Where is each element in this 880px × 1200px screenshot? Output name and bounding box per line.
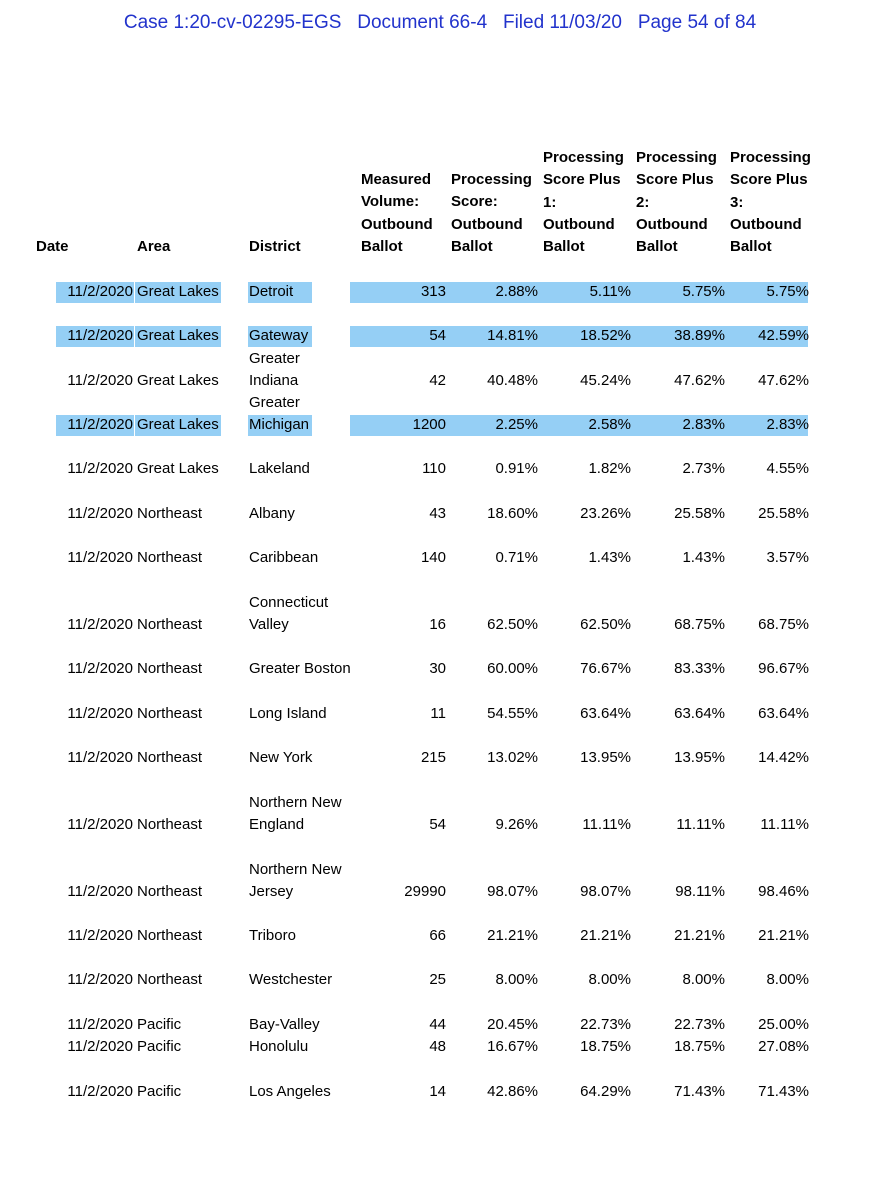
cell-processing-score-plus-1: 63.64% [580, 705, 631, 722]
cell-area: Northeast [137, 505, 203, 522]
cell-processing-score-plus-2: 18.75% [674, 1038, 725, 1055]
col-volume-line: Measured [361, 171, 432, 188]
cell-processing-score-plus-3: 4.55% [766, 460, 809, 477]
col-ps3-line: 3: [730, 193, 744, 211]
cell-processing-score-plus-1: 1.43% [588, 549, 631, 566]
cell-date: 11/2/2020 [67, 1083, 133, 1100]
cell-processing-score-plus-3: 71.43% [758, 1083, 809, 1100]
cell-date: 11/2/2020 [67, 1016, 133, 1033]
table-row [0, 325, 880, 347]
cell-date: 11/2/2020 [67, 927, 133, 944]
cell-processing-score-plus-1: 22.73% [580, 1016, 631, 1033]
cell-district-line: Jersey [249, 883, 294, 900]
cell-processing-score: 16.67% [487, 1038, 538, 1055]
col-ps2-line: Processing [636, 149, 717, 166]
cell-processing-score-plus-3: 21.21% [758, 927, 809, 944]
cell-processing-score: 13.02% [487, 749, 538, 766]
cell-area: Northeast [137, 549, 203, 566]
cell-district-line: Indiana [249, 372, 299, 389]
cell-processing-score-plus-1: 98.07% [580, 883, 631, 900]
cell-district [249, 792, 342, 837]
table-row [0, 349, 880, 392]
cell-district-line: Northern New [249, 860, 342, 878]
cell-area: Great Lakes [137, 460, 219, 477]
cell-processing-score-plus-1: 1.82% [588, 460, 631, 477]
cell-processing-score: 20.45% [487, 1016, 538, 1033]
cell-processing-score-plus-2: 2.83% [682, 416, 725, 433]
cell-processing-score-plus-2: 47.62% [674, 372, 725, 389]
table-row [0, 593, 880, 636]
cell-area: Northeast [137, 816, 203, 833]
table-row [0, 703, 880, 725]
col-ps-line: Score: [451, 193, 498, 211]
cell-district-line: Greater Boston [249, 660, 351, 677]
col-ps2-line: Score Plus [636, 171, 714, 189]
col-date: Date [36, 238, 69, 255]
cell-date: 11/2/2020 [67, 283, 133, 300]
cell-district-line: Los Angeles [249, 1083, 331, 1100]
cell-processing-score: 98.07% [487, 883, 538, 900]
cell-district-line: Greater [249, 393, 300, 411]
cell-processing-score-plus-3: 27.08% [758, 1038, 809, 1055]
col-ps1-line: Processing [543, 149, 624, 166]
cell-area: Great Lakes [137, 327, 219, 344]
cell-date: 11/2/2020 [67, 883, 133, 900]
cell-processing-score-plus-3: 68.75% [758, 616, 809, 633]
cell-processing-score-plus-1: 76.67% [580, 660, 631, 677]
cell-district [249, 325, 308, 347]
cell-processing-score: 62.50% [487, 616, 538, 633]
cell-processing-score-plus-1: 62.50% [580, 616, 631, 633]
col-ps2-line: 2: [636, 193, 650, 211]
cell-processing-score-plus-2: 71.43% [674, 1083, 725, 1100]
col-volume [361, 169, 433, 258]
cell-processing-score-plus-1: 2.58% [588, 416, 631, 433]
cell-volume: 16 [429, 616, 446, 633]
cell-processing-score-plus-3: 63.64% [758, 705, 809, 722]
cell-district-line: Gateway [249, 327, 309, 344]
cell-area: Northeast [137, 927, 203, 944]
cell-processing-score-plus-2: 1.43% [682, 549, 725, 566]
cell-processing-score-plus-3: 14.42% [758, 749, 809, 766]
col-volume-line: Volume: [361, 193, 420, 211]
cell-processing-score: 42.86% [487, 1083, 538, 1100]
cell-processing-score-plus-2: 2.73% [682, 460, 725, 477]
col-ps3-line: Outbound [730, 215, 802, 233]
cell-processing-score-plus-2: 22.73% [674, 1016, 725, 1033]
cell-date: 11/2/2020 [67, 816, 133, 833]
cell-processing-score: 2.25% [495, 416, 538, 433]
cell-volume: 54 [429, 327, 446, 344]
cell-area: Pacific [137, 1083, 182, 1100]
col-ps1-line: Ballot [543, 238, 585, 256]
cell-district-line: England [249, 816, 305, 833]
cell-processing-score-plus-2: 98.11% [675, 883, 725, 900]
cell-district [249, 859, 342, 904]
table-row [0, 281, 880, 303]
cell-processing-score-plus-2: 63.64% [674, 705, 725, 722]
cell-date: 11/2/2020 [67, 460, 133, 477]
cell-area: Great Lakes [137, 283, 219, 300]
cell-processing-score-plus-3: 96.67% [758, 660, 809, 677]
cell-district [249, 503, 295, 525]
cell-date: 11/2/2020 [67, 616, 133, 633]
cell-volume: 1200 [412, 416, 446, 433]
col-processing-score-plus-3 [730, 147, 811, 258]
cell-date: 11/2/2020 [67, 660, 133, 677]
cell-processing-score: 9.26% [495, 816, 538, 833]
cell-processing-score-plus-1: 5.11% [589, 283, 631, 300]
cell-processing-score: 21.21% [487, 927, 538, 944]
cell-volume: 44 [429, 1016, 446, 1033]
cell-processing-score-plus-3: 11.11% [760, 816, 809, 833]
cell-area: Great Lakes [137, 372, 219, 389]
cell-processing-score-plus-1: 11.11% [582, 816, 631, 833]
cell-date: 11/2/2020 [67, 749, 133, 766]
table-row [0, 747, 880, 769]
col-processing-score-plus-2 [636, 147, 717, 258]
cell-district [249, 547, 318, 569]
col-ps3-line: Processing [730, 149, 811, 166]
cell-processing-score: 8.00% [495, 971, 538, 988]
cell-processing-score-plus-3: 25.00% [758, 1016, 809, 1033]
cell-volume: 110 [422, 460, 446, 477]
case-header: Case 1:20-cv-02295-EGS Document 66-4 Filed 11/03/20 Page 54 of 84 [123, 12, 757, 33]
cell-district-line: Michigan [249, 416, 310, 433]
cell-date: 11/2/2020 [67, 372, 133, 389]
cell-district-line: Northern New [249, 793, 342, 811]
col-ps3-line: Ballot [730, 238, 772, 256]
cell-processing-score-plus-1: 18.52% [580, 327, 631, 344]
cell-volume: 313 [420, 283, 446, 300]
col-ps1-line: 1: [543, 193, 557, 211]
cell-processing-score-plus-1: 45.24% [580, 372, 631, 389]
cell-area: Northeast [137, 749, 203, 766]
col-ps2-line: Ballot [636, 238, 678, 256]
cell-district-line: Albany [249, 505, 295, 522]
cell-district-line: Connecticut [249, 593, 329, 611]
cell-volume: 14 [429, 1083, 446, 1100]
cell-processing-score-plus-1: 18.75% [580, 1038, 631, 1055]
cell-processing-score-plus-1: 23.26% [580, 505, 631, 522]
cell-processing-score-plus-2: 5.75% [682, 283, 725, 300]
cell-area: Northeast [137, 971, 203, 988]
cell-volume: 140 [420, 549, 446, 566]
table-row [0, 793, 880, 836]
cell-district [249, 392, 309, 437]
cell-processing-score-plus-3: 5.75% [766, 283, 809, 300]
cell-district [249, 1014, 320, 1036]
cell-processing-score-plus-3: 98.46% [758, 883, 809, 900]
cell-district [249, 969, 332, 991]
col-processing-score-plus-1 [543, 147, 624, 258]
cell-district [249, 703, 327, 725]
cell-processing-score: 18.60% [487, 505, 538, 522]
cell-processing-score: 54.55% [487, 705, 538, 722]
cell-volume: 11 [430, 705, 446, 722]
table-row [0, 1036, 880, 1058]
cell-district [249, 658, 351, 680]
cell-processing-score-plus-3: 42.59% [758, 327, 809, 344]
cell-date: 11/2/2020 [67, 705, 133, 722]
cell-date: 11/2/2020 [67, 505, 133, 522]
table-row [0, 547, 880, 569]
cell-date: 11/2/2020 [67, 1038, 133, 1055]
cell-processing-score-plus-2: 83.33% [674, 660, 725, 677]
table-row [0, 1014, 880, 1036]
cell-processing-score-plus-1: 13.95% [580, 749, 631, 766]
cell-date: 11/2/2020 [67, 327, 133, 344]
cell-area: Northeast [137, 883, 203, 900]
cell-processing-score-plus-2: 13.95% [674, 749, 725, 766]
table-row [0, 658, 880, 680]
cell-processing-score-plus-1: 8.00% [588, 971, 631, 988]
cell-district-line: Caribbean [249, 549, 319, 566]
col-ps1-line: Outbound [543, 215, 615, 233]
cell-processing-score-plus-3: 47.62% [758, 372, 809, 389]
cell-processing-score-plus-1: 21.21% [580, 927, 631, 944]
cell-district [249, 1036, 308, 1058]
cell-processing-score-plus-3: 3.57% [766, 549, 809, 566]
cell-processing-score-plus-1: 64.29% [580, 1083, 631, 1100]
cell-processing-score-plus-2: 25.58% [674, 505, 725, 522]
table-row [0, 1081, 880, 1103]
cell-area: Northeast [137, 616, 203, 633]
cell-district [249, 747, 312, 769]
cell-district-line: Triboro [249, 927, 296, 944]
cell-volume: 54 [429, 816, 446, 833]
cell-volume: 66 [429, 927, 446, 944]
cell-district-line: New York [249, 749, 313, 766]
table-row [0, 860, 880, 903]
cell-processing-score-plus-2: 11.11% [676, 816, 725, 833]
cell-date: 11/2/2020 [67, 971, 133, 988]
cell-district-line: Valley [249, 616, 289, 633]
col-ps-line: Processing [451, 171, 532, 188]
cell-processing-score-plus-3: 2.83% [766, 416, 809, 433]
cell-processing-score-plus-2: 8.00% [682, 971, 725, 988]
cell-processing-score-plus-2: 68.75% [674, 616, 725, 633]
col-processing-score [451, 169, 532, 258]
cell-processing-score: 40.48% [487, 372, 538, 389]
cell-processing-score-plus-2: 38.89% [674, 327, 725, 344]
cell-district-line: Detroit [249, 283, 294, 300]
cell-area: Northeast [137, 660, 203, 677]
col-ps3-line: Score Plus [730, 171, 808, 189]
cell-date: 11/2/2020 [67, 416, 133, 433]
cell-processing-score-plus-3: 8.00% [766, 971, 809, 988]
cell-district-line: Westchester [249, 971, 333, 988]
col-ps-line: Outbound [451, 215, 523, 233]
cell-processing-score: 60.00% [487, 660, 538, 677]
cell-volume: 215 [420, 749, 446, 766]
cell-district [249, 592, 328, 637]
cell-date: 11/2/2020 [67, 549, 133, 566]
col-ps1-line: Score Plus [543, 171, 621, 189]
cell-volume: 25 [429, 971, 446, 988]
cell-district-line: Long Island [249, 705, 327, 722]
cell-area: Pacific [137, 1016, 182, 1033]
cell-district-line: Lakeland [249, 460, 310, 477]
cell-district [249, 925, 296, 947]
col-ps-line: Ballot [451, 237, 493, 255]
cell-processing-score-plus-3: 25.58% [758, 505, 809, 522]
cell-processing-score: 2.88% [495, 283, 538, 300]
col-area: Area [137, 238, 171, 255]
col-ps2-line: Outbound [636, 215, 708, 233]
table-row [0, 969, 880, 991]
cell-volume: 29990 [404, 883, 446, 900]
cell-processing-score-plus-2: 21.21% [674, 927, 725, 944]
cell-processing-score: 0.91% [495, 460, 538, 477]
cell-district [249, 281, 293, 303]
cell-district [249, 348, 300, 393]
cell-volume: 30 [429, 660, 446, 677]
cell-area: Northeast [137, 705, 203, 722]
cell-processing-score: 14.81% [487, 327, 538, 344]
cell-area: Pacific [137, 1038, 182, 1055]
cell-district-line: Greater [249, 349, 300, 367]
cell-district [249, 458, 310, 480]
cell-district-line: Bay-Valley [249, 1016, 320, 1033]
cell-district [249, 1081, 331, 1103]
table-row [0, 458, 880, 480]
table-row [0, 925, 880, 947]
table-row [0, 503, 880, 525]
cell-area: Great Lakes [137, 416, 219, 433]
col-volume-line: Ballot [361, 237, 403, 255]
col-volume-line: Outbound [361, 215, 433, 233]
cell-volume: 42 [429, 372, 446, 389]
cell-volume: 43 [429, 505, 446, 522]
cell-district-line: Honolulu [249, 1038, 309, 1055]
col-district: District [249, 238, 301, 255]
table-row [0, 393, 880, 436]
cell-processing-score: 0.71% [495, 549, 538, 566]
cell-volume: 48 [429, 1038, 446, 1055]
